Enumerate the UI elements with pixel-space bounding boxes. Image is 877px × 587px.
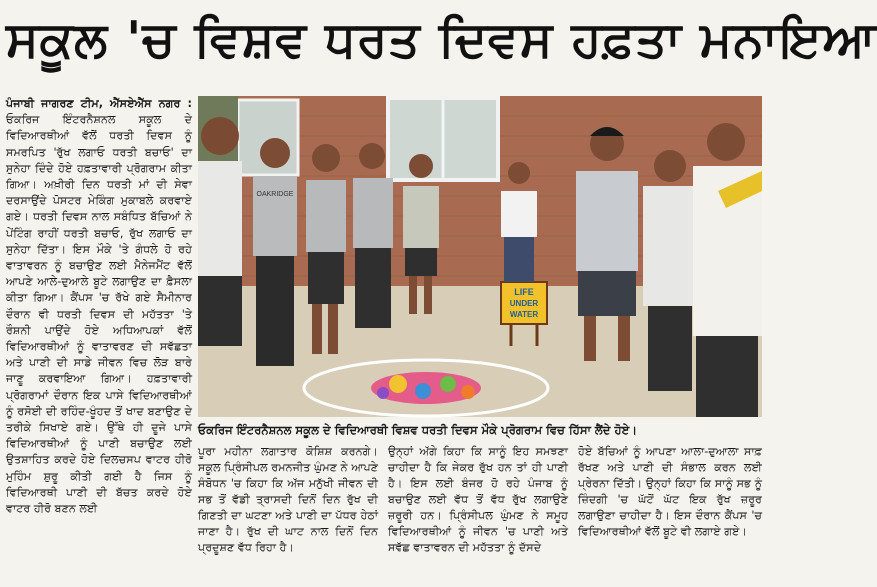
article-body-3: ਉਨ੍ਹਾਂ ਅੱਗੇ ਕਿਹਾ ਕਿ ਸਾਨੂੰ ਇਹ ਸਮਝਣਾ ਚਾਹੀਦਾ ਹੈ ਕਿ ਜੇਕਰ ਰੁੱਖ ਹਨ ਤਾਂ ਹੀ ਪਾਣੀ ਹੈ। ਇਸ ਲਈ ਬੰਜਰ ਹੋ ਰਹੇ ਪੰਜਾਬ ਨੂੰ ਬਚਾਉਣ ਲਈ ਵੱਧ ਤੋਂ ਵੱਧ ਰੁੱਖ ਲਗਾਉਣੇ ਜ਼ਰੂਰੀ ਹਨ। ਪ੍ਰਿੰਸੀਪਲ ਘੁੰਮਣ ਨੇ ਸਮੂਹ ਵਿਦਿਆਰਥੀਆਂ ਨੂੰ ਜੀਵਨ 'ਚ ਪਾਣੀ ਅਤੇ ਸਵੱਛ ਵਾਤਾਵਰਨ ਦੀ ਮਹੱਤਤਾ ਨੂੰ ਦੱਸਦੇ <box>388 445 568 554</box>
article-body-2: ਪੂਰਾ ਮਹੀਨਾ ਲਗਾਤਾਰ ਕੋਸ਼ਿਸ਼ ਕਰਨਗੇ। ਸਕੂਲ ਪ੍ਰਿੰਸੀਪਲ ਰਮਨਜੀਤ ਘੁੰਮਣ ਨੇ ਆਪਣੇ ਸੰਬੋਧਨ 'ਚ ਕਿਹਾ ਕਿ ਅੱਜ ਮਨੁੱਖੀ ਜੀਵਨ ਦੀ ਸਭ ਤੋਂ ਵੱਡੀ ਤ੍ਰਾਸਦੀ ਦਿਨੋਂ ਦਿਨ ਰੁੱਖ ਦੀ ਗਿਣਤੀ ਦਾ ਘਟਣਾ ਅਤੇ ਪਾਣੀ ਦਾ ਪੱਧਰ ਹੇਠਾਂ ਜਾਣਾ ਹੈ। ਰੁੱਖ ਦੀ ਘਾਟ ਨਾਲ ਦਿਨੋਂ ਦਿਨ ਪ੍ਰਦੂਸ਼ਣ ਵੱਧ ਰਿਹਾ ਹੈ। <box>198 445 378 554</box>
byline: ਪੰਜਾਬੀ ਜਾਗਰਣ ਟੀਮ, ਐੱਸਏਐੱਸ ਨਗਰ : <box>6 97 192 110</box>
shirt-text: OAKRIDGE <box>256 191 294 198</box>
sign-text-2: UNDER <box>509 299 539 308</box>
article-body-4: ਹੋਏ ਬੱਚਿਆਂ ਨੂੰ ਆਪਣਾ ਆਲਾ-ਦੁਆਲਾ ਸਾਫ਼ ਰੱਖਣ ਅਤੇ ਪਾਣੀ ਦੀ ਸੰਭਾਲ ਕਰਨ ਲਈ ਪ੍ਰੇਰਨਾ ਦਿੱਤੀ। ਉਨ੍ਹਾਂ ਕਿਹਾ ਕਿ ਸਾਨੂੰ ਸਭ ਨੂੰ ਜ਼ਿੰਦਗੀ 'ਚ ਘੱਟੋਂ ਘੱਟ ਇਕ ਰੁੱਖ ਜ਼ਰੂਰ ਲਗਾਉਣਾ ਚਾਹੀਦਾ ਹੈ। ਇਸ ਦੌਰਾਨ ਕੈਂਪਸ 'ਚ ਵਿਦਿਆਰਥੀਆਂ ਵੱਲੋਂ ਬੂਟੇ ਵੀ ਲਗਾਏ ਗਏ। <box>578 445 762 538</box>
article-column-4 <box>578 444 762 584</box>
headline: ਸਕੂਲ 'ਚ ਵਿਸ਼ਵ ਧਰਤ ਦਿਵਸ ਹਫ਼ਤਾ ਮਨਾਇਆ <box>6 11 877 68</box>
article-column-3 <box>388 444 568 584</box>
photo-caption: ਓਕਰਿਜ ਇੰਟਰਨੈਸ਼ਨਲ ਸਕੂਲ ਦੇ ਵਿਦਿਆਰਥੀ ਵਿਸ਼ਵ ਧਰਤੀ ਦਿਵਸ ਮੌਕੇ ਪ੍ਰੋਗਰਾਮ ਵਿਚ ਹਿੱਸਾ ਲੈਂਦੇ ਹੋਏ। <box>198 423 638 437</box>
article-photo <box>198 96 762 417</box>
article-column-2 <box>198 444 378 584</box>
sign-text-3: WATER <box>509 310 539 319</box>
article-left-column <box>6 96 192 584</box>
sign-text-1: LIFE <box>514 287 534 297</box>
article-body-left: ਓਕਰਿਜ ਇੰਟਰਨੈਸ਼ਨਲ ਸਕੂਲ ਦੇ ਵਿਦਿਆਰਥੀਆਂ ਵੱਲੋਂ ਧਰਤੀ ਦਿਵਸ ਨੂੰ ਸਮਰਪਿਤ 'ਰੁੱਖ ਲਗਾਓ ਧਰਤੀ ਬਚਾਓ' ਦਾ ਸੁਨੇਹਾ ਦਿੰਦੇ ਹੋਏ ਹਫ਼ਤਾਵਾਰੀ ਪ੍ਰੋਗਰਾਮ ਕੀਤਾ ਗਿਆ। ਅਖ਼ੀਰੀ ਦਿਨ ਧਰਤੀ ਮਾਂ ਦੀ ਸੇਵਾ ਦਰਸਾਉਂਦੇ ਪੋਸਟਰ ਮੇਕਿੰਗ ਮੁਕਾਬਲੇ ਕਰਵਾਏ ਗਏ। ਧਰਤੀ ਦਿਵਸ ਨਾਲ ਸਬੰਧਿਤ ਬੱਚਿਆਂ ਨੇ ਪੇਂਟਿੰਗ ਰਾਹੀਂ ਧਰਤੀ ਬਚਾਓ, ਰੁੱਖ ਲਗਾਓ ਦਾ ਸੁਨੇਹਾ ਦਿੱਤਾ। ਇਸ ਮੌਕੇ 'ਤੇ ਗੰਧਲੇ ਹੋ ਰਹੇ ਵਾਤਾਵਰਨ ਨੂੰ ਬਚਾਉਣ ਲਈ ਮੈਨੇਜਮੈਂਟ ਵੱਲੋਂ ਆਪਣੇ ਆਲੇ-ਦੁਆਲੇ ਬੂਟੇ ਲਗਾਉਣ ਦਾ ਫ਼ੈਸਲਾ ਕੀਤਾ ਗਿਆ। ਕੈਂਪਸ 'ਚ ਰੱਖੇ ਗਏ ਸੈਮੀਨਾਰ ਦੌਰਾਨ ਵੀ ਧਰਤੀ ਦਿਵਸ ਦੀ ਮਹੱਤਤਾ 'ਤੇ ਰੌਸ਼ਨੀ ਪਾਉਂਦੇ ਹੋਏ ਅਧਿਆਪਕਾਂ ਵੱਲੋਂ ਵਿਦਿਆਰਥੀਆਂ ਨੂੰ ਵਾਤਾਵਰਣ ਦੀ ਸਵੱਛਤਾ ਅਤੇ ਪਾਣੀ ਦੀ ਸਾਡੇ ਜੀਵਨ ਵਿਚ ਲੋੜ ਬਾਰੇ ਜਾਣੂ ਕਰਵਾਇਆ ਗਿਆ। ਹਫ਼ਤਾਵਾਰੀ ਪ੍ਰੋਗਰਾਮਾਂ ਦੌਰਾਨ ਇਕ ਪਾਸੇ ਵਿਦਿਆਰਥੀਆਂ ਨੂੰ ਰਸੋਈ ਦੀ ਰਹਿੰਦ-ਖੂੰਹਦ ਤੋਂ ਖਾਦ ਬਣਾਉਣ ਦੇ ਤਰੀਕੇ ਸਿਖਾਏ ਗਏ। ਉੱਥੇ ਹੀ ਦੂਜੇ ਪਾਸੇ ਵਿਦਿਆਰਥੀਆਂ ਨੂੰ ਪਾਣੀ ਬਚਾਉਣ ਲਈ ਉਤਸ਼ਾਹਿਤ ਕਰਦੇ ਹੋਏ ਦਿਲਚਸਪ ਵਾਟਰ ਹੀਰੋ ਮੁਹਿੰਮ ਸ਼ੁਰੂ ਕੀਤੀ ਗਈ ਹੈ ਜਿਸ ਨੂੰ ਵਿਦਿਆਰਥੀ ਪਾਣੀ ਦੀ ਬੱਚਤ ਕਰਦੇ ਹੋਏ ਵਾਟਰ ਹੀਰੋ ਬਣਨ ਲਈ <box>6 113 192 516</box>
